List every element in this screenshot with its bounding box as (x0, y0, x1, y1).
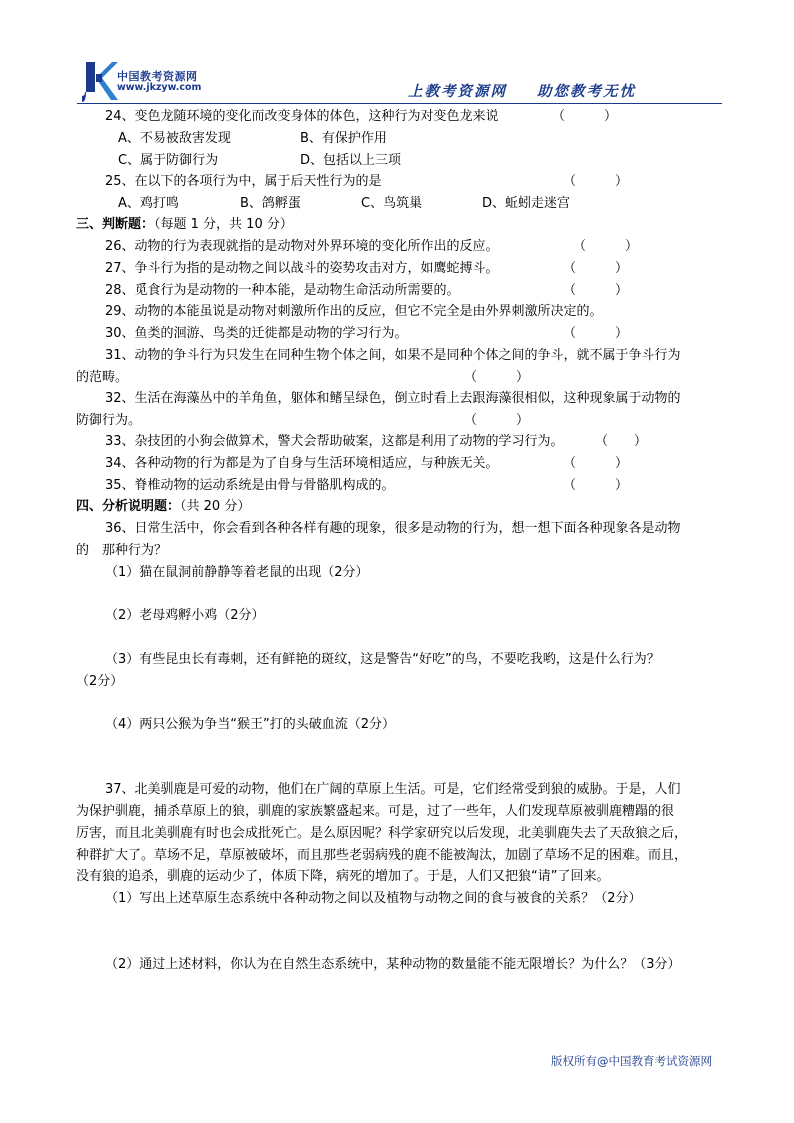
header-slogan (408, 80, 636, 101)
answer-paren-33: （ ） (595, 434, 648, 449)
question-37-line-3: 厉害，而且北美驯鹿有时也会成批死亡。是么原因呢？科学家研究以后发现，北美驯鹿失去了天敌狼之后， (76, 826, 688, 841)
answer-paren-24: （ ） (552, 109, 618, 124)
answer-paren-25: （ ） (563, 174, 629, 189)
question-34: 34、各种动物的行为都是为了自身与生活环境相适应，与种族无关。 (105, 456, 499, 471)
option-25-b: B、鸽孵蛋 (240, 196, 301, 211)
question-36-sub-1: （1）猫在鼠洞前静静等着老鼠的出现（2分） (105, 565, 369, 580)
answer-paren-35: （ ） (563, 478, 629, 493)
question-31: 31、动物的争斗行为只发生在同种生物个体之间，如果不是同种个体之间的争斗，就不属于争斗行为 (105, 348, 681, 363)
question-36-sub-3-cont: （2分） (76, 674, 124, 689)
question-36-cont: 的 那种行为？ (76, 543, 168, 558)
section-3-heading: 三、判断题： (76, 217, 155, 232)
question-24: 24、变色龙随环境的变化而改变身体的体色，这种行为对变色龙来说 (105, 109, 499, 124)
section-3-note: （每题 1 分，共 10 分） (154, 217, 293, 232)
site-name: 中国教考资源网 (117, 70, 198, 83)
question-36-sub-3: （3）有些昆虫长有毒刺，还有鲜艳的斑纹，这是警告“好吃”的鸟，不要吃我哟，这是什么行为？ (105, 652, 660, 667)
option-24-c: C、属于防御行为 (118, 153, 219, 168)
answer-paren-26: （ ） (573, 239, 639, 254)
question-37-line-2: 为保护驯鹿，捕杀草原上的狼，驯鹿的家族繁盛起来。可是，过了一些年，人们发现草原被驯鹿糟蹋的很 (76, 804, 675, 819)
option-24-a: A、不易被敌害发现 (118, 131, 231, 146)
answer-paren-34: （ ） (563, 456, 629, 471)
question-25: 25、在以下的各项行为中，属于后天性行为的是 (105, 174, 382, 189)
question-31-cont: 的范畴。 (76, 370, 129, 385)
section-4-title (76, 499, 250, 515)
question-36-sub-2: （2）老母鸡孵小鸡（2分） (105, 608, 265, 623)
question-32: 32、生活在海藻丛中的羊角鱼，躯体和鳍呈绿色，倒立时看上去跟海藻很相似，这种现象属于动物的 (105, 391, 681, 406)
copyright-footer: 版权所有@中国教育考试资源网 (551, 1054, 712, 1068)
question-32-cont: 防御行为。 (76, 413, 142, 428)
question-33: 33、杂技团的小狗会做算术，警犬会帮助破案，这都是利用了动物的学习行为。 (105, 434, 564, 449)
answer-paren-30: （ ） (563, 326, 629, 341)
option-24-d: D、包括以上三项 (300, 153, 402, 168)
slogan-right: 助您教考无忧 (537, 83, 636, 100)
option-25-d: D、蚯蚓走迷宫 (482, 196, 571, 211)
answer-paren-31: （ ） (464, 370, 530, 385)
section-4-heading: 四、分析说明题： (76, 499, 181, 514)
section-4-note: （共 20 分） (180, 499, 251, 514)
question-36-sub-4: （4）两只公猴为争当“猴王”打的头破血流（2分） (105, 717, 396, 732)
question-27: 27、争斗行为指的是动物之间以战斗的姿势攻击对方，如鹰蛇搏斗。 (105, 261, 499, 276)
question-37-sub-2: （2）通过上述材料，你认为在自然生态系统中，某种动物的数量能不能无限增长？为什么？（3分） (105, 957, 681, 972)
question-37-sub-1: （1）写出上述草原生态系统中各种动物之间以及植物与动物之间的食与被食的关系？（2分） (105, 891, 642, 906)
jk-logo-icon (82, 60, 118, 104)
question-36: 36、日常生活中，你会看到各种各样有趣的现象，很多是动物的行为，想一想下面各种现象各是动物 (105, 521, 681, 536)
question-35: 35、脊椎动物的运动系统是由骨与骨骼肌构成的。 (105, 478, 395, 493)
option-25-a: A、鸡打鸣 (118, 196, 179, 211)
question-37: 37、北美驯鹿是可爱的动物，他们在广阔的草原上生活。可是，它们经常受到狼的威胁。于是，人们 (105, 782, 681, 797)
question-29: 29、动物的本能虽说是动物对刺激所作出的反应，但它不完全是由外界刺激所决定的。 (105, 304, 603, 319)
question-37-line-5: 没有狼的追杀，驯鹿的运动少了，体质下降，病死的增加了。于是，人们又把狼“请”了回来。 (76, 869, 610, 884)
question-26: 26、动物的行为表现就指的是动物对外界环境的变化所作出的反应。 (105, 239, 499, 254)
answer-paren-27: （ ） (563, 261, 629, 276)
question-37-line-4: 种群扩大了。草场不足，草原被破坏，而且那些老弱病残的鹿不能被淘汰，加剧了草场不足的困难。而且， (76, 848, 688, 863)
option-24-b: B、有保护作用 (300, 131, 387, 146)
header-rule (77, 103, 722, 104)
answer-paren-28: （ ） (563, 283, 629, 298)
question-30: 30、鱼类的洄游、鸟类的迁徙都是动物的学习行为。 (105, 326, 408, 341)
slogan-left: 上教考资源网 (408, 83, 507, 100)
option-25-c: C、鸟筑巢 (361, 196, 423, 211)
question-28: 28、觅食行为是动物的一种本能，是动物生命活动所需要的。 (105, 283, 460, 298)
site-url[interactable]: www.jkzyw.com (117, 82, 202, 93)
section-3-title (76, 217, 293, 233)
page-header (0, 0, 794, 105)
answer-paren-32: （ ） (464, 413, 530, 428)
